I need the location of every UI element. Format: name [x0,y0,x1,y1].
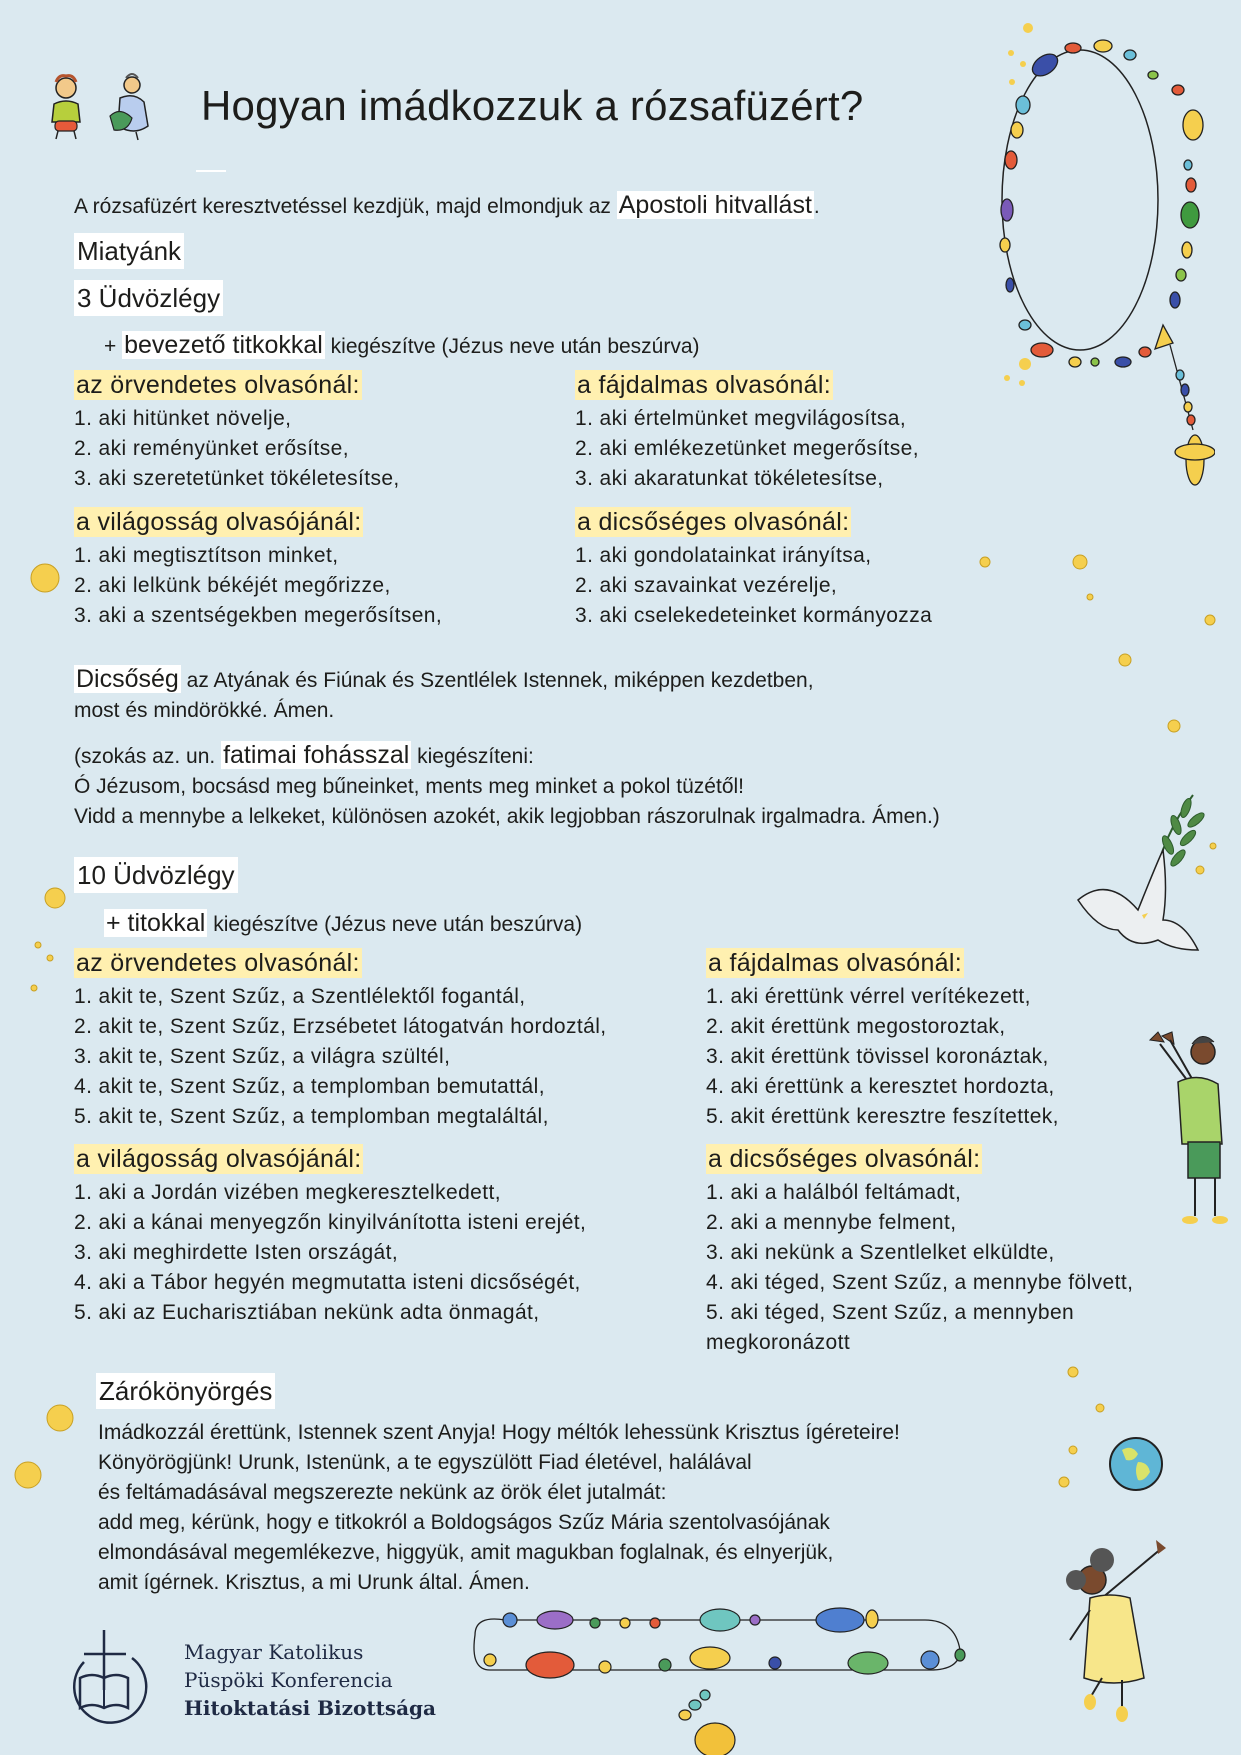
intro-mystery-sorrowful [575,370,919,494]
three-hail-marys-label: 3 Üdvözlégy [74,280,223,316]
intro-mystery-luminous [74,507,442,631]
mystery-sorrowful [706,948,1059,1132]
list-item: 2. akit érettünk megostoroztak, [706,1015,1006,1038]
list-item: 1. aki érettünk vérrel verítékezett, [706,985,1031,1008]
list-item: 3. aki meghirdette Isten országát, [74,1241,399,1264]
boy-reaching-up-icon [1140,1030,1230,1230]
list-item: 4. aki téged, Szent Szűz, a mennybe fölvett, [706,1271,1134,1294]
list-item: 2. aki lelkünk békéjét megőrizze, [74,574,391,597]
list-item: 3. aki akaratunkat tökéletesítse, [575,467,884,490]
ten-hail-marys-label: 10 Üdvözlégy [74,857,238,893]
mystery-heading: a dicsőséges olvasónál: [708,1145,981,1173]
list-item: 3. aki a szentségekben megerősítsen, [74,604,443,627]
decade-mysteries-highlight: + titokkal [106,909,206,937]
list-item: 4. akit te, Szent Szűz, a templomban bemutattál, [74,1075,545,1098]
mystery-heading: a fájdalmas olvasónál: [577,371,831,399]
globe-icon [1108,1436,1164,1492]
list-item: 2. aki reményünket erősítse, [74,437,349,460]
mystery-joyful [74,948,607,1132]
list-item: 2. aki a kánai menyegzőn kinyilvánította isteni erejét, [74,1211,587,1234]
list-item: 3. aki szeretetünket tökéletesítse, [74,467,400,490]
list-item: 1. aki a Jordán vizében megkeresztelkedett, [74,1181,501,1204]
glory-be-block: Dicsőség az Atyának és Fiúnak és Szentlélek Istennek, miképpen kezdetben, most és mindörökké. Ámen. [74,665,814,722]
intro-line: A rózsafüzért keresztvetéssel kezdjük, majd elmondjuk az Apostoli hitvallást. [74,191,820,219]
title-divider [196,170,226,172]
mystery-luminous [74,1144,586,1328]
list-item: megkoronázott [706,1331,851,1354]
mystery-heading: az örvendetes olvasónál: [76,371,360,399]
page-title: Hogyan imádkozzuk a rózsafüzért? [201,82,864,129]
list-item: 3. akit te, Szent Szűz, a világra szültél, [74,1045,451,1068]
list-item: 2. aki a mennybe felment, [706,1211,957,1234]
list-item: 3. aki nekünk a Szentlelket elküldte, [706,1241,1055,1264]
fatima-highlight: fatimai fohásszal [223,741,410,769]
closing-prayer-text: Imádkozzál érettünk, Istennek szent Anyja! Hogy méltók lehessünk Krisztus ígéreteire! Könyörögjünk! Urunk, Istenünk, a te egyszülött Fiad életével, halálával és feltámadásával megszerezte nekünk az örök élet jutalmát: add meg, kérünk, hogy e titkokról a Boldogságos Szűz Mária szentolvasójának elmondásával megemlékezve, higgyük, amit magukban foglalnak, és elnyerjük, amit ígérnek. Krisztus, a mi Urunk által. Ámen. [98,1421,900,1594]
glory-be-highlight: Dicsőség [76,665,179,693]
list-item: 1. akit te, Szent Szűz, a Szentlélektől fogantál, [74,985,526,1008]
mystery-heading: a fájdalmas olvasónál: [708,949,962,977]
list-item: 1. aki megtisztítson minket, [74,544,339,567]
list-item: 5. aki téged, Szent Szűz, a mennyben [706,1301,1075,1324]
list-item: 1. aki értelmünket megvilágosítsa, [575,407,907,430]
our-father-label: Miatyánk [74,233,184,269]
mystery-heading: az örvendetes olvasónál: [76,949,360,977]
list-item: 2. aki emlékezetünket megerősítse, [575,437,919,460]
list-item: 5. aki az Eucharisztiában nekünk adta önmagát, [74,1301,540,1324]
fatima-prayer-block: (szokás az. un. fatimai fohásszal kiegészíteni: Ó Jézusom, bocsásd meg bűneinket, ments meg minket a pokol tüzétől! Vidd a mennybe a lelkeket, különösen azokét, akik legjobban rászorulnak irgalmadra. Ámen.) [74,741,940,828]
intro-mystery-glorious [575,507,932,631]
mystery-heading: a világosság olvasójánál: [76,508,362,536]
intro-mystery-joyful [74,370,400,494]
closing-prayer-heading: Zárókönyörgés [96,1373,275,1409]
list-item: 3. akit érettünk tövissel koronáztak, [706,1045,1049,1068]
list-item: 1. aki gondolatainkat irányítsa, [575,544,872,567]
list-item: 5. akit te, Szent Szűz, a templomban megtaláltál, [74,1105,549,1128]
girl-in-yellow-dress-icon [1062,1540,1172,1740]
two-children-icon [40,70,165,145]
list-item: 5. akit érettünk keresztre feszítettek, [706,1105,1059,1128]
rosary-icon [985,20,1215,490]
decade-mysteries-line: + titokkal kiegészítve (Jézus neve után beszúrva) [106,909,583,937]
mystery-heading: a világosság olvasójánál: [76,1145,362,1173]
list-item: 4. aki érettünk a keresztet hordozta, [706,1075,1055,1098]
apostles-creed-highlight: Apostoli hitvallást [618,191,812,219]
mystery-heading: a dicsőséges olvasónál: [577,508,850,536]
list-item: 3. aki cselekedeteinket kormányozza [575,604,933,627]
mystery-glorious [706,1144,1133,1358]
list-item: 2. akit te, Szent Szűz, Erzsébetet látogatván hordoztál, [74,1015,607,1038]
cross-and-book-logo-icon [70,1628,152,1724]
rosary-horizontal-icon [455,1605,975,1755]
intro-mysteries-highlight: bevezető titkokkal [124,331,323,359]
list-item: 1. aki hitünket növelje, [74,407,292,430]
list-item: 2. aki szavainkat vezérelje, [575,574,838,597]
list-item: 1. aki a halálból feltámadt, [706,1181,962,1204]
organization-name: Magyar Katolikus Püspöki Konferencia Hitoktatási Bizottsága [184,1640,436,1720]
dove-with-olive-branch-icon [1058,790,1228,960]
intro-mysteries-line: + bevezető titkokkal kiegészítve (Jézus neve után beszúrva) [104,331,700,359]
list-item: 4. aki a Tábor hegyén megmutatta isteni dicsőségét, [74,1271,581,1294]
